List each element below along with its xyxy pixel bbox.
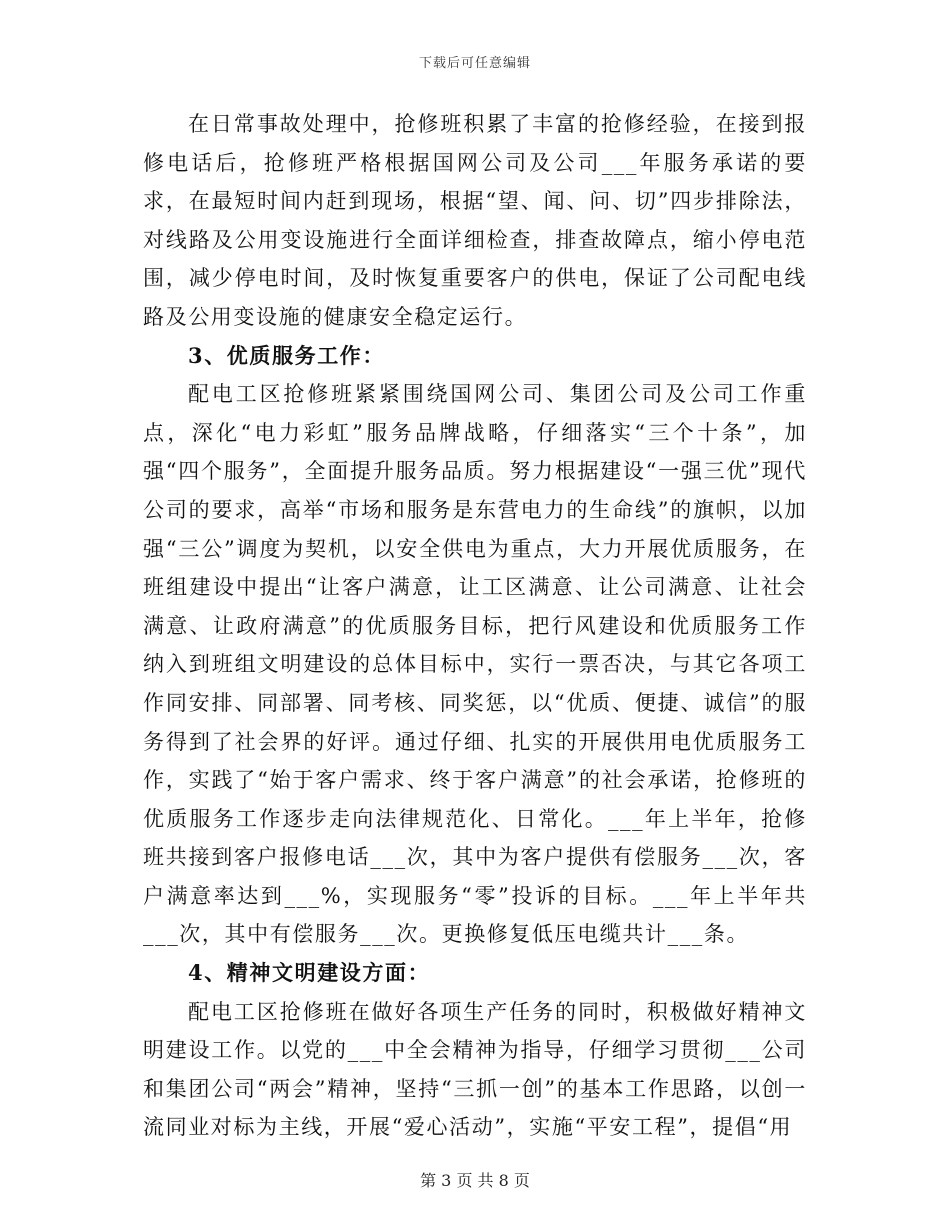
paragraph-quality-service: 配电工区抢修班紧紧围绕国网公司、集团公司及公司工作重点，深化“电力彩虹”服务品牌战略，仔细落实“三个十条”，加强“四个服务”，全面提升服务品质。努力根据建设“一强三优”现代公司的要求，高举“市场和服务是东营电力的生命线”的旗帜，以加强“三公”调度为契机，以安全供电为重点，大力开展优质服务，在班组建设中提出“让客户满意，让工区满意、让公司满意、让社会满意、让政府满意”的优质服务目标，把行风建设和优质服务工作纳入到班组文明建设的总体目标中，实行一票否决，与其它各项工作同安排、同部署、同考核、同奖惩，以“优质、便捷、诚信”的服务得到了社会界的好评。通过仔细、扎实的开展供用电优质服务工作，实践了“始于客户需求、终于客户满意”的社会承诺，抢修班的优质服务工作逐步走向法律规范化、日常化。___年上半年，抢修班共接到客户报修电话___次，其中为客户提供有偿服务___次，客户满意率达到___%，实现服务“零”投诉的目标。___年上半年共___次，其中有偿服务___次。更换修复低压电缆共计___条。	[143, 382, 807, 947]
section-heading-quality-service: 3、优质服务工作：	[188, 342, 386, 368]
page-footer-number: 第 3 页 共 8 页	[420, 1171, 530, 1190]
paragraph-spiritual-civilization: 配电工区抢修班在做好各项生产任务的同时，积极做好精神文明建设工作。以党的___中全会精神为指导，仔细学习贯彻___公司和集团公司“两会”精神，坚持“三抓一创”的基本工作思路，以创一流同业对标为主线，开展“爱心活动”，实施“平安工程”，提倡“用	[143, 999, 807, 1140]
page-header-note: 下载后可任意编辑	[418, 56, 531, 71]
section-heading-spiritual-civilization: 4、精神文明建设方面：	[188, 960, 431, 986]
paragraph-emergency-handling: 在日常事故处理中，抢修班积累了丰富的抢修经验，在接到报修电话后，抢修班严格根据国网公司及公司___年服务承诺的要求，在最短时间内赶到现场，根据“望、闻、问、切”四步排除法，对线路及公用变设施进行全面详细检查，排查故障点，缩小停电范围，减少停电时间，及时恢复重要客户的供电，保证了公司配电线路及公用变设施的健康安全稳定运行。	[143, 112, 808, 329]
document-body	[143, 105, 807, 1147]
